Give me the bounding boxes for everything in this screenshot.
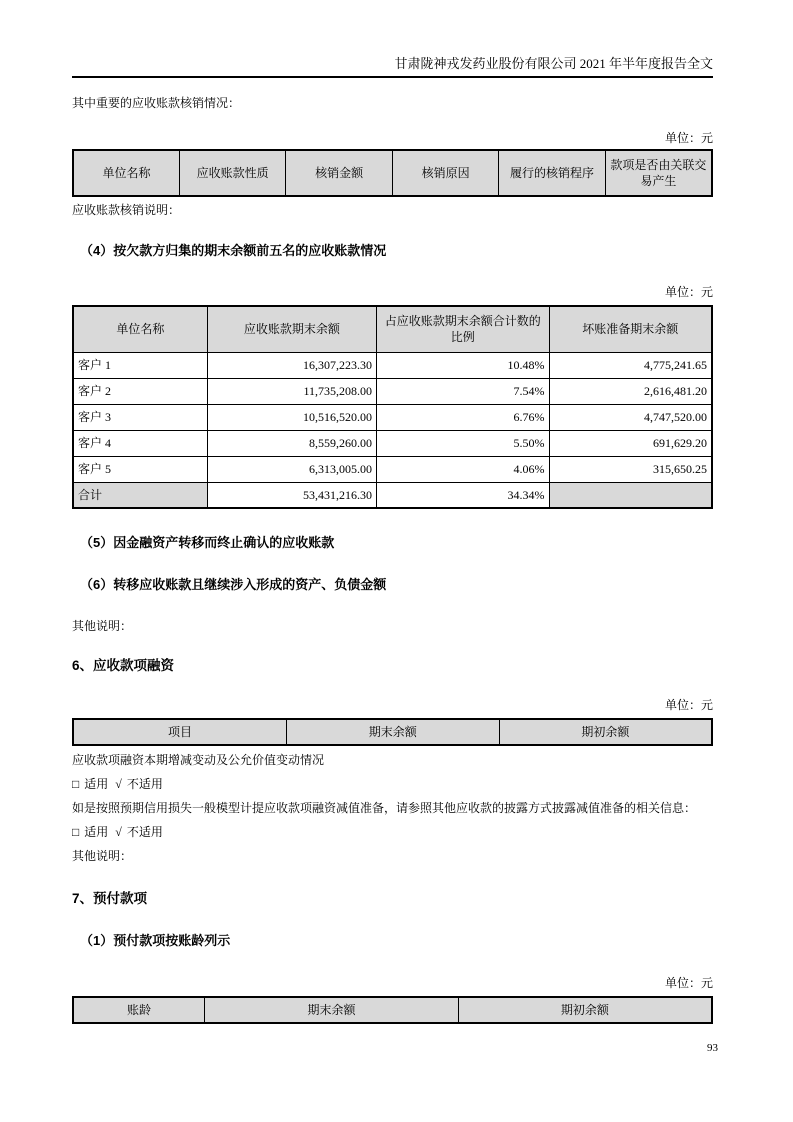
column-header: 期末余额 [286,719,499,745]
applicability-line [72,825,713,839]
paragraph-writeoff-intro: 其中重要的应收账款核销情况： [72,96,241,110]
cell-bad-debt-provision: 315,650.25 [549,456,712,482]
section-heading-4: （4）按欠款方归集的期末余额前五名的应收账款情况 [80,243,387,258]
cell-customer-name: 客户 5 [73,456,207,482]
cell-bad-debt-provision: 2,616,481.20 [549,378,712,404]
cell-total-proportion: 34.34% [377,482,550,508]
cell-ending-balance: 10,516,520.00 [207,404,376,430]
cell-proportion: 4.06% [377,456,550,482]
table-row [73,378,712,404]
table-receivables-financing [72,718,713,746]
unit-label: 单位：元 [664,131,713,145]
unit-label: 单位：元 [664,976,713,990]
cell-bad-debt-provision: 4,775,241.65 [549,352,712,378]
table-total-row [73,482,712,508]
cell-customer-name: 客户 4 [73,430,207,456]
column-header: 单位名称 [73,306,207,352]
table-row [73,352,712,378]
column-header: 账龄 [73,997,205,1023]
page-content [72,55,713,1024]
check-icon: √ [115,825,122,839]
column-header: 占应收账款期末余额合计数的比例 [377,306,550,352]
cell-ending-balance: 11,735,208.00 [207,378,376,404]
checkbox-unchecked-icon: □ [72,825,80,839]
column-header: 应收账款性质 [179,150,285,196]
checkbox-unchecked-icon: □ [72,777,80,791]
table-header-row [73,997,712,1023]
column-header: 期末余额 [205,997,459,1023]
column-header: 履行的核销程序 [499,150,605,196]
table-row [73,404,712,430]
column-header: 核销原因 [392,150,498,196]
table-row [73,456,712,482]
table-top5-receivables [72,305,713,509]
cell-ending-balance: 16,307,223.30 [207,352,376,378]
option-applicable-label: 适用 [84,825,109,839]
cell-total-label: 合计 [73,482,207,508]
table-header-row [73,306,712,352]
column-header: 款项是否由关联交易产生 [605,150,712,196]
section-heading-main-6: 6、应收款项融资 [72,658,175,673]
option-applicable-label: 适用 [84,777,109,791]
paragraph-financing-change: 应收款项融资本期增减变动及公允价值变动情况 [72,753,325,767]
table-writeoff [72,149,713,197]
paragraph-impairment-notice: 如是按照预期信用损失一般模型计提应收款项融资减值准备，请参照其他应收款的披露方式披露减值准备的相关信息： [72,801,697,815]
table-header-row [73,719,712,745]
column-header: 期初余额 [499,719,712,745]
cell-bad-debt-provision: 691,629.20 [549,430,712,456]
page-number: 93 [707,1042,718,1054]
cell-customer-name: 客户 1 [73,352,207,378]
cell-proportion: 7.54% [377,378,550,404]
paragraph-writeoff-note: 应收账款核销说明： [72,203,181,217]
check-icon: √ [115,777,122,791]
unit-label: 单位：元 [664,285,713,299]
cell-total-balance: 53,431,216.30 [207,482,376,508]
section-heading-7-1: （1）预付款项按账龄列示 [80,933,231,948]
document-header-title: 甘肃陇神戎发药业股份有限公司 2021 年半年度报告全文 [72,55,713,78]
cell-ending-balance: 8,559,260.00 [207,430,376,456]
option-not-applicable-label: 不适用 [126,777,163,791]
column-header: 核销金额 [286,150,392,196]
cell-ending-balance: 6,313,005.00 [207,456,376,482]
cell-customer-name: 客户 2 [73,378,207,404]
table-row [73,430,712,456]
section-heading-main-7: 7、预付款项 [72,891,148,906]
paragraph-other-note: 其他说明： [72,849,133,863]
unit-label: 单位：元 [664,698,713,712]
column-header: 单位名称 [73,150,179,196]
section-heading-5: （5）因金融资产转移而终止确认的应收账款 [80,535,335,550]
applicability-line [72,777,713,791]
cell-total-bad-debt [549,482,712,508]
table-header-row [73,150,712,196]
cell-customer-name: 客户 3 [73,404,207,430]
column-header: 应收账款期末余额 [207,306,376,352]
column-header: 项目 [73,719,286,745]
option-not-applicable-label: 不适用 [126,825,163,839]
paragraph-other-note: 其他说明： [72,619,133,633]
cell-proportion: 10.48% [377,352,550,378]
cell-bad-debt-provision: 4,747,520.00 [549,404,712,430]
column-header: 期初余额 [458,997,712,1023]
section-heading-6: （6）转移应收账款且继续涉入形成的资产、负债金额 [80,577,387,592]
table-prepayments-aging [72,996,713,1024]
cell-proportion: 5.50% [377,430,550,456]
cell-proportion: 6.76% [377,404,550,430]
column-header: 坏账准备期末余额 [549,306,712,352]
